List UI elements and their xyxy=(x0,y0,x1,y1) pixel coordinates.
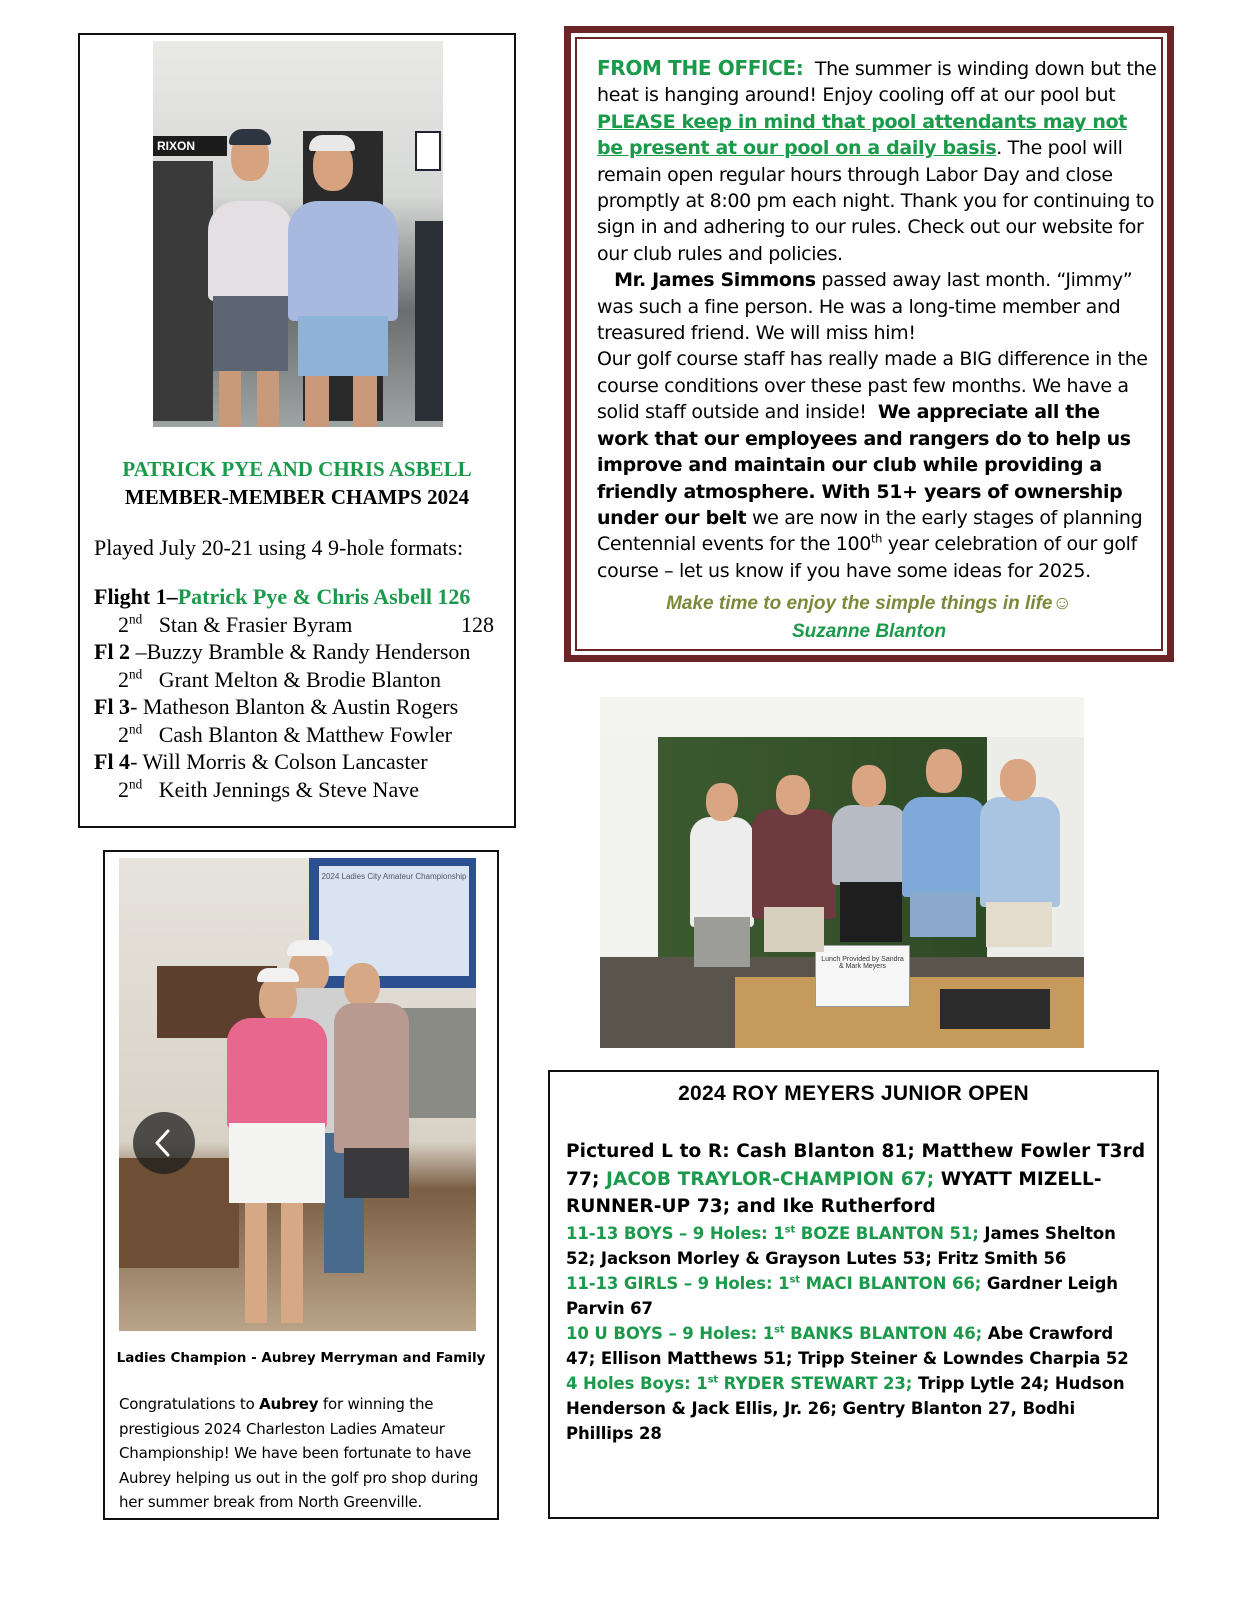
office-label: FROM THE OFFICE: xyxy=(597,56,804,80)
place-number: 2 xyxy=(118,666,129,692)
girls-11-13-rest: Gardner Leigh Parvin 67 xyxy=(566,1273,1118,1318)
chevron-left-icon xyxy=(133,1112,195,1174)
flight-4-winners: - Will Morris & Colson Lancaster xyxy=(130,749,428,774)
boys-4-holes-winner: RYDER STEWART 23; xyxy=(718,1373,913,1393)
flight-2-winners: –Buzzy Bramble & Randy Henderson xyxy=(130,639,471,664)
flight-results xyxy=(94,583,514,803)
girls-11-13-winner: MACI BLANTON 66; xyxy=(799,1273,982,1293)
boys-4-holes-result xyxy=(566,1371,1146,1446)
office-p2: passed away last month. “Jimmy” was such a fine person. He was a long-time member and treasured friend. We will miss him! xyxy=(597,269,1133,345)
flight-1-winners: Patrick Pye & Chris Asbell 126 xyxy=(177,584,471,609)
boys-10u-winner: BANKS BLANTON 46; xyxy=(784,1323,983,1343)
flight-4-second: Keith Jennings & Steve Nave xyxy=(158,776,419,802)
office-p3a: Our golf course staff has really made a BIG difference in the course conditions over these past few months. We have a solid staff outside and inside! xyxy=(597,348,1148,424)
flight-2-row xyxy=(94,638,514,666)
played-text: Played July 20-21 using 4 9-hole formats: xyxy=(94,535,464,560)
junior-open-title: 2024 ROY MEYERS JUNIOR OPEN xyxy=(678,1082,1029,1105)
junior-open-box xyxy=(548,1070,1159,1519)
boys-10u-label: 10 U BOYS – 9 Holes: 1 xyxy=(566,1323,775,1343)
flight-1-row xyxy=(94,583,514,611)
junior-open-photo xyxy=(600,697,1084,1048)
place-suffix: st xyxy=(784,1224,796,1235)
boys-10u-result xyxy=(566,1321,1146,1371)
ladies-text xyxy=(119,1392,491,1515)
champs-photo xyxy=(153,41,443,427)
place-suffix: nd xyxy=(129,721,143,737)
office-p3b: we are now in the early stages of planning Centennial events for the 100 xyxy=(597,506,1143,556)
boys-4-holes-label: 4 Holes Boys: 1 xyxy=(566,1373,708,1393)
pictured-end: WYATT MIZELL-RUNNER-UP 73; and Ike Rutherford xyxy=(566,1168,1102,1217)
member-member-champs-box xyxy=(78,33,516,828)
place-number: 2 xyxy=(118,611,129,637)
boys-11-13-winner: BOZE BLANTON 51; xyxy=(795,1223,979,1243)
flight-1-second: Stan & Frasier Byram xyxy=(158,611,353,637)
boys-11-13-rest: James Shelton 52; Jackson Morley & Grayson Lutes 53; Fritz Smith 56 xyxy=(566,1223,1116,1268)
office-p3-sup: th xyxy=(871,531,883,546)
flight-3-winners: - Matheson Blanton & Austin Rogers xyxy=(130,694,459,719)
office-p3-bold: We appreciate all the work that our employees and rangers do to help us improve and maintain our club while providing a friendly atmosphere. With 51+ years of ownership under our belt xyxy=(597,401,1131,529)
carousel-prev-button[interactable] xyxy=(133,1112,195,1174)
ladies-text-start: Congratulations to xyxy=(119,1395,260,1413)
champs-title xyxy=(80,455,514,511)
lunch-sign: Lunch Provided by Sandra & Mark Meyers xyxy=(815,945,910,1007)
pictured-start: Pictured L to R: Cash Blanton 81; Matthew Fowler T3rd 77; xyxy=(566,1141,1146,1190)
place-number: 2 xyxy=(118,776,129,802)
ladies-text-rest: for winning the prestigious 2024 Charleston Ladies Amateur Championship! We have been fortunate to have Aubrey helping us out in the golf pro shop during her summer break from North Greenville. xyxy=(119,1395,479,1512)
place-suffix: st xyxy=(774,1324,785,1335)
girls-11-13-label: 11-13 GIRLS – 9 Holes: 1 xyxy=(566,1273,790,1293)
flight-3-second-row xyxy=(94,721,514,749)
junior-open-results xyxy=(566,1138,1146,1446)
flight-3-label: Fl 3 xyxy=(94,694,131,719)
flight-4-label: Fl 4 xyxy=(94,749,131,774)
boys-10u-rest: Abe Crawford 47; Ellison Matthews 51; Tripp Steiner & Lowndes Charpia 52 xyxy=(566,1323,1129,1368)
flight-2-second: Grant Melton & Brodie Blanton xyxy=(158,666,441,692)
champs-heading: MEMBER-MEMBER CHAMPS 2024 xyxy=(124,485,470,509)
place-suffix: nd xyxy=(129,776,143,792)
ladies-champion-photo xyxy=(119,858,476,1331)
boys-4-holes-rest: Tripp Lytle 24; Hudson Henderson & Jack Ellis, Jr. 26; Gentry Blanton 27, Bodhi Phillips 28 xyxy=(566,1373,1125,1443)
flight-1-label: Flight 1– xyxy=(94,584,178,609)
office-signoff-motto: Make time to enjoy the simple things in life☺ xyxy=(666,593,1072,614)
flight-1-second-score: 128 xyxy=(461,611,494,637)
aubrey-name: Aubrey xyxy=(259,1395,319,1413)
champion-name: JACOB TRAYLOR-CHAMPION 67; xyxy=(605,1168,935,1190)
office-signoff-name: Suzanne Blanton xyxy=(791,621,947,642)
champs-names: PATRICK PYE AND CHRIS ASBELL xyxy=(122,457,472,481)
office-p1a: The summer is winding down but the heat is hanging around! Enjoy cooling off at our pool but xyxy=(597,58,1157,107)
pictured-line xyxy=(566,1138,1146,1221)
place-suffix: nd xyxy=(129,666,143,682)
boys-11-13-label: 11-13 BOYS – 9 Holes: 1 xyxy=(566,1223,785,1243)
office-p1b: . The pool will remain open regular hours through Labor Day and close promptly at 8:00 pm each night. Thank you for continuing to sign in and adhering to our rules. Check out our website for our club rules and policies. xyxy=(597,137,1155,265)
rixon-sign: RIXON xyxy=(153,136,227,156)
girls-11-13-result xyxy=(566,1271,1146,1321)
place-number: 2 xyxy=(118,721,129,747)
flight-4-row xyxy=(94,748,514,776)
flight-2-label: Fl 2 xyxy=(94,639,131,664)
simmons-name: Mr. James Simmons xyxy=(614,269,816,292)
flight-3-row xyxy=(94,693,514,721)
office-text xyxy=(597,55,1157,584)
place-suffix: st xyxy=(789,1274,800,1285)
ladies-champion-box xyxy=(103,850,499,1520)
pool-attendants-notice: PLEASE keep in mind that pool attendants may not be present at our pool on a daily basis xyxy=(597,110,1128,160)
flight-4-second-row xyxy=(94,776,514,804)
boys-11-13-result xyxy=(566,1221,1146,1271)
flight-1-second-row xyxy=(94,611,514,639)
from-the-office-box xyxy=(564,26,1174,662)
flight-3-second: Cash Blanton & Matthew Fowler xyxy=(158,721,452,747)
place-suffix: nd xyxy=(129,611,143,627)
place-suffix: st xyxy=(707,1374,719,1385)
tv-screen-title: 2024 Ladies City Amateur Championship xyxy=(319,866,469,976)
office-p3c: year celebration of our golf course – let us know if you have some ideas for 2025. xyxy=(597,533,1137,582)
flight-2-second-row xyxy=(94,666,514,694)
ladies-caption: Ladies Champion - Aubrey Merryman and Family xyxy=(116,1350,486,1366)
